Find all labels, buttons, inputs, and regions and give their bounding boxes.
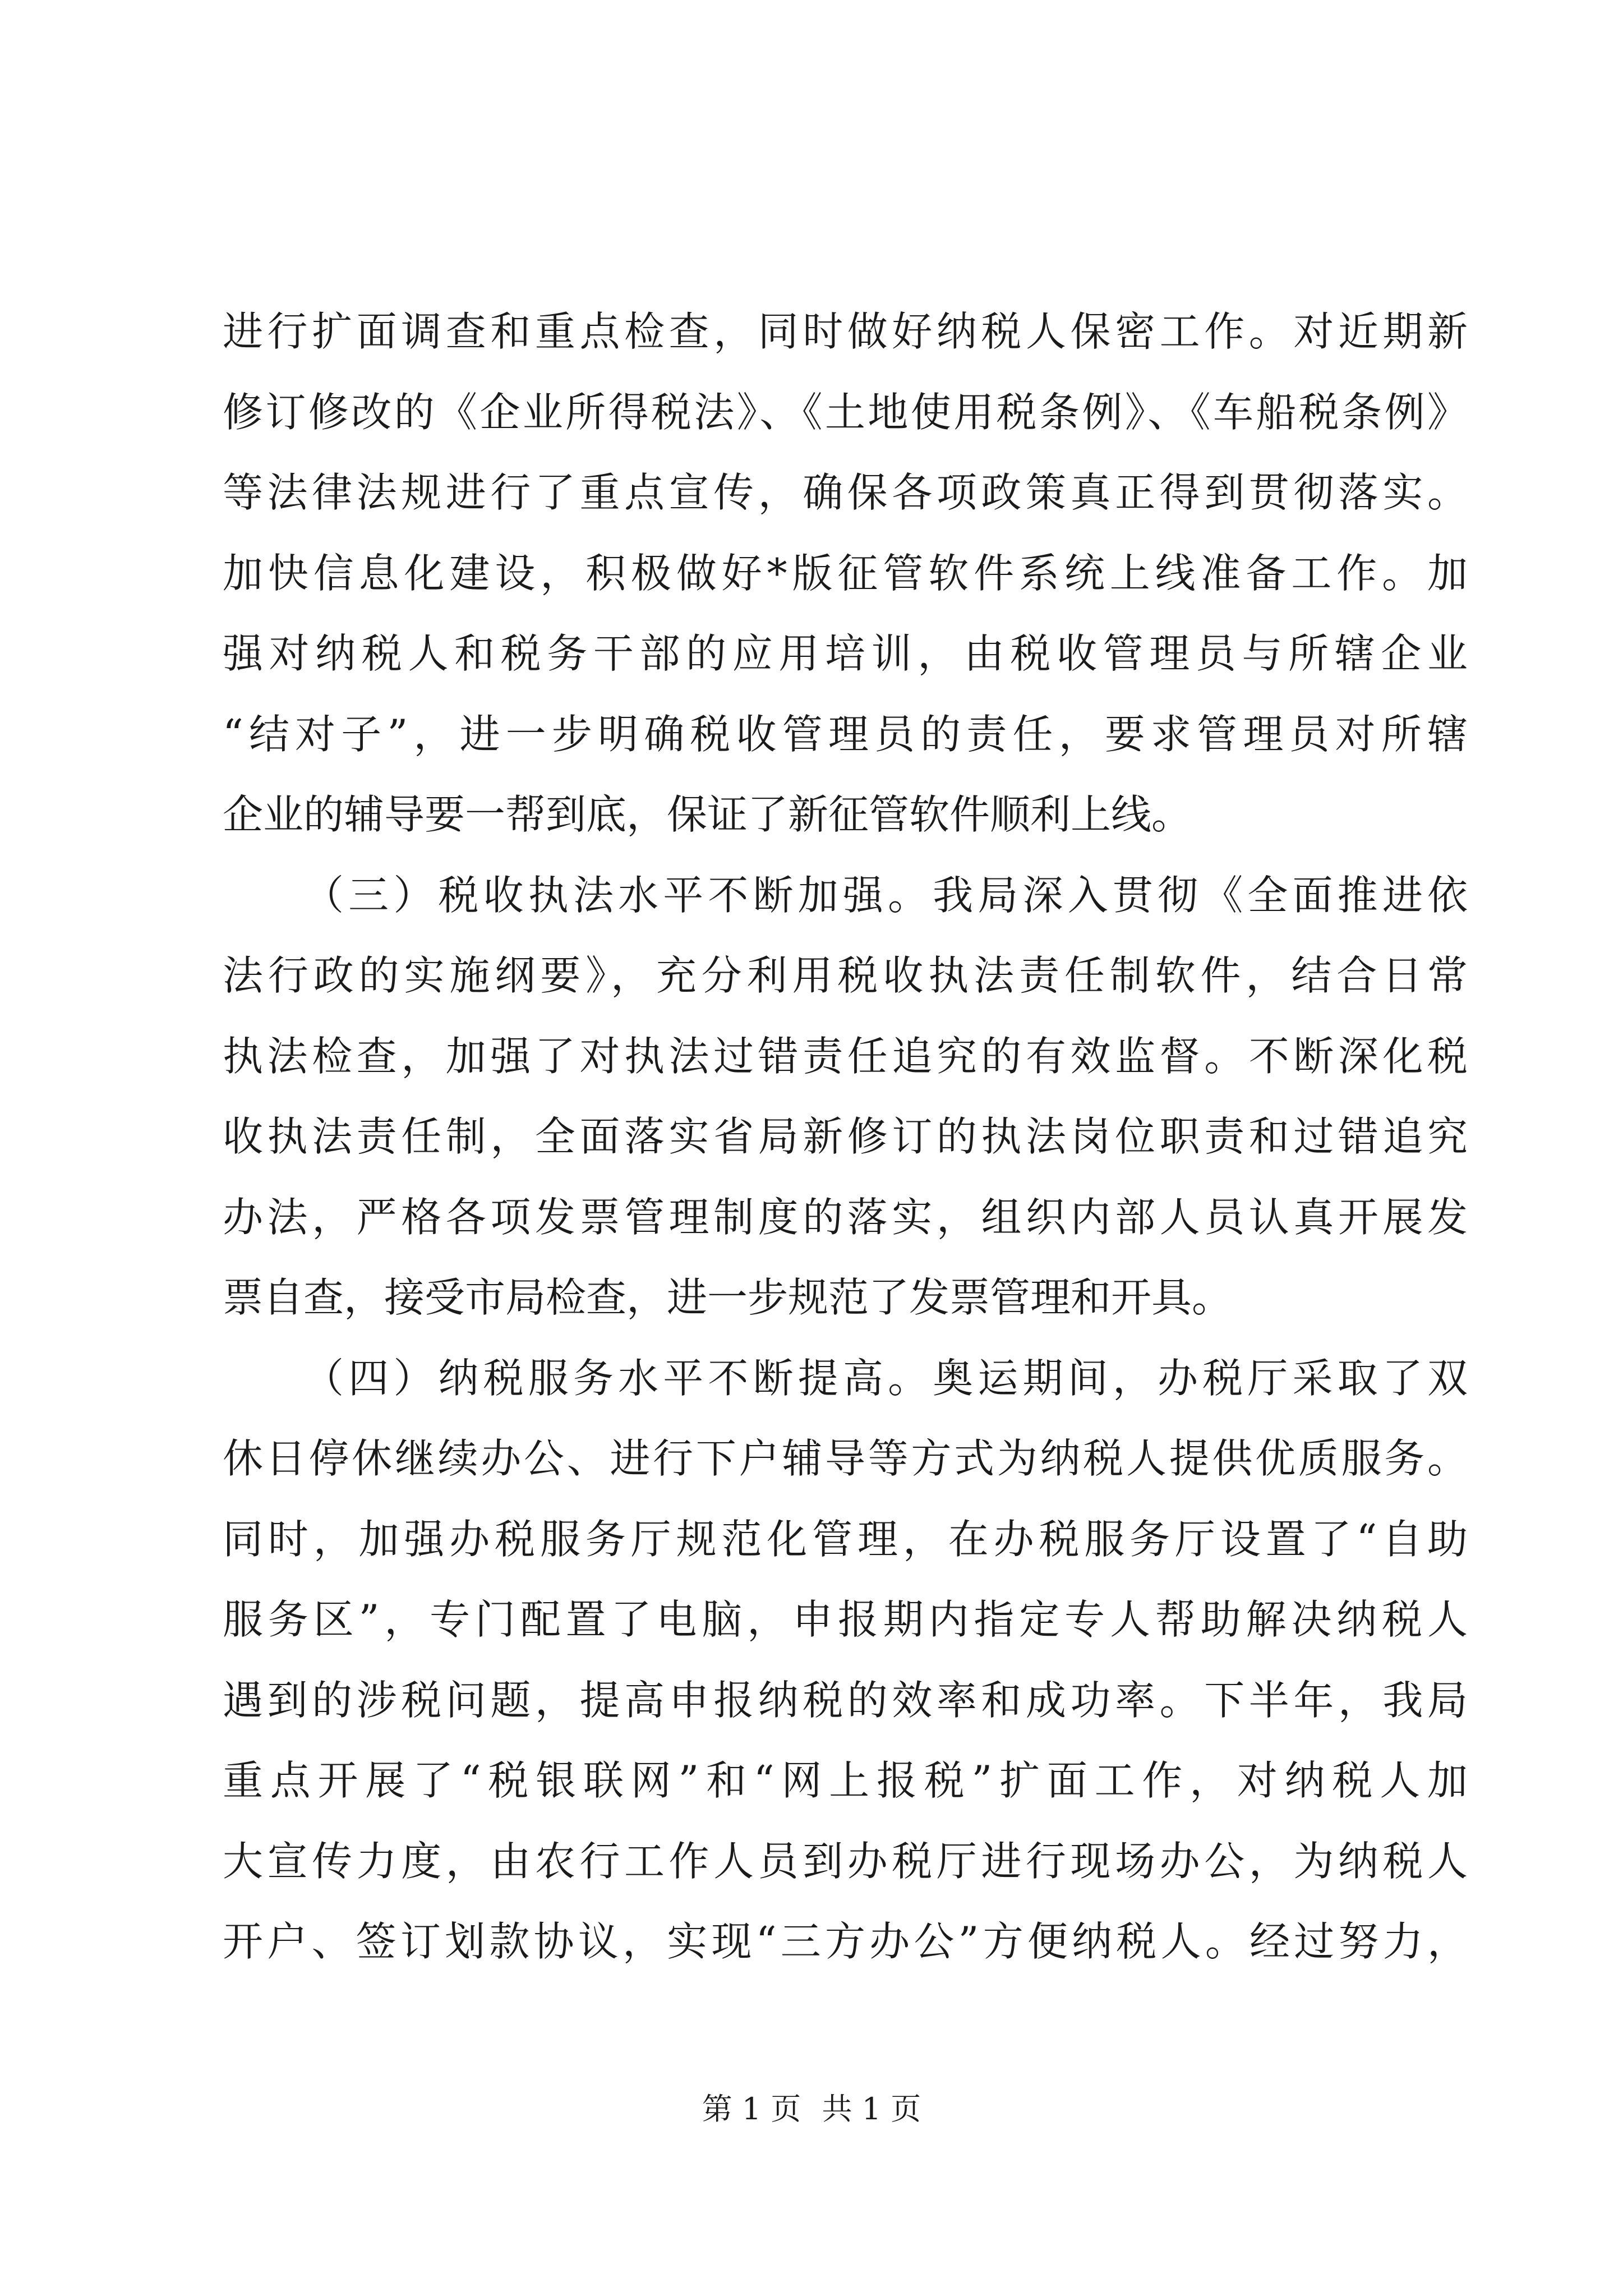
text-line: 强对纳税人和税务干部的应用培训，由税收管理员与所辖企业 [223, 630, 1468, 677]
text-line: 修订修改的《企业所得税法》、《土地使用税条例》、《车船税条例》 [223, 388, 1468, 436]
text-line: 收执法责任制，全面落实省局新修订的执法岗位职责和过错追究 [223, 1113, 1468, 1160]
text-line: 办法，严格各项发票管理制度的落实，组织内部人员认真开展发 [223, 1193, 1468, 1241]
text-line: 进行扩面调查和重点检查，同时做好纳税人保密工作。对近期新 [223, 308, 1468, 355]
text-line: 开户、签订划款协议，实现“三方办公”方便纳税人。经过努力， [223, 1918, 1468, 1965]
page-footer [0, 2090, 1623, 2129]
text-line: 加快信息化建设，积极做好*版征管软件系统上线准备工作。加 [223, 549, 1468, 597]
text-line: 遇到的涉税问题，提高申报纳税的效率和成功率。下半年，我局 [223, 1676, 1468, 1724]
text-line: （四）纳税服务水平不断提高。奥运期间，办税厅采取了双 [303, 1354, 1468, 1402]
text-line: 同时，加强办税服务厅规范化管理，在办税服务厅设置了“自助 [223, 1515, 1468, 1563]
text-line: 法行政的实施纲要》，充分利用税收执法责任制软件，结合日常 [223, 952, 1468, 999]
text-line: 等法律法规进行了重点宣传，确保各项政策真正得到贯彻落实。 [223, 469, 1468, 516]
page-total: 共 1 页 [822, 2091, 921, 2127]
text-line: “结对子”，进一步明确税收管理员的责任，要求管理员对所辖 [223, 710, 1468, 758]
text-line: 企业的辅导要一帮到底，保证了新征管软件顺利上线。 [223, 791, 1192, 838]
body-text [223, 292, 1468, 1982]
text-line: 重点开展了“税银联网”和“网上报税”扩面工作，对纳税人加 [223, 1757, 1468, 1804]
text-line: 大宣传力度，由农行工作人员到办税厅进行现场办公，为纳税人 [223, 1837, 1468, 1885]
text-line: （三）税收执法水平不断加强。我局深入贯彻《全面推进依 [303, 871, 1468, 919]
text-line: 票自查，接受市局检查，进一步规范了发票管理和开具。 [223, 1274, 1233, 1321]
text-line: 执法检查，加强了对执法过错责任追究的有效监督。不断深化税 [223, 1032, 1468, 1080]
page-number: 第 1 页 [702, 2091, 801, 2127]
text-line: 休日停休继续办公、进行下户辅导等方式为纳税人提供优质服务。 [223, 1435, 1468, 1482]
text-line: 服务区”，专门配置了电脑，申报期内指定专人帮助解决纳税人 [223, 1596, 1468, 1643]
